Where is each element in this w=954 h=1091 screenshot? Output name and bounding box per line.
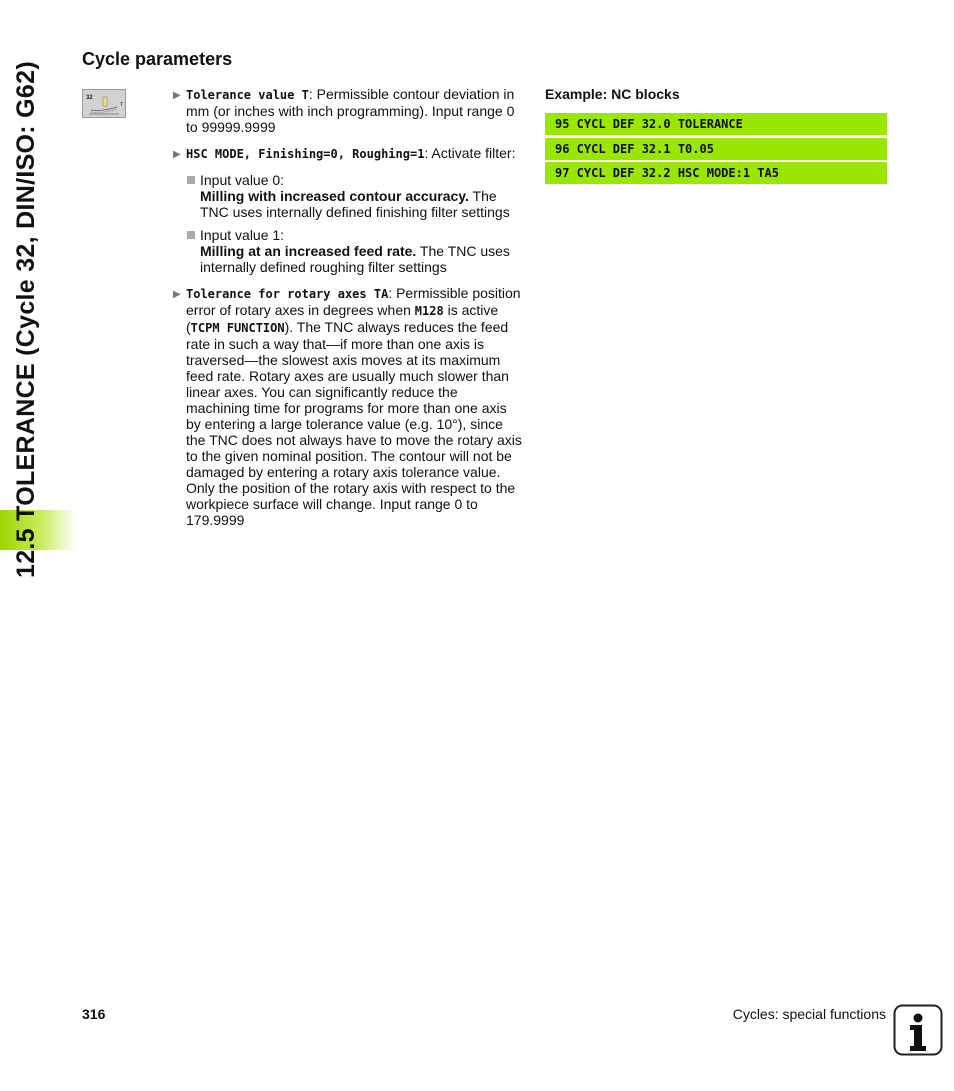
param-rotary-tolerance [173, 285, 525, 528]
info-icon [893, 1004, 943, 1056]
param-tolerance-value [173, 86, 525, 135]
param-description: : Permissible contour deviation in mm (or inches with inch programming). Input range 0 to 99999.9999 [186, 86, 515, 135]
triangle-bullet-icon: ▶ [173, 90, 181, 101]
option-description: The TNC uses internally defined finishing filter settings [200, 188, 510, 220]
square-bullet-icon [187, 231, 195, 239]
option-heading: Milling with increased contour accuracy. [200, 188, 469, 204]
param-description-c: ). The TNC always reduces the feed rate in such a way that—if more than one axis is traversed—the slowest axis moves at its maximum feed rate. Rotary axes are usually much slower than linear axes. You can significantly reduce the machining time for programs for more than one axis by entering a large tolerance value (e.g. 10°), since the TNC does not always have to move the rotary axis to the given nominal position. The contour will not be damaged by entering a rotary axis tolerance value. Only the position of the rotary axis with respect to the workpiece surface will change. Input range 0 to 179.9999 [186, 319, 522, 528]
option-heading: Milling at an increased feed rate. [200, 243, 417, 259]
option-title: Input value 1: [200, 227, 285, 243]
nc-block-3: 97 CYCL DEF 32.2 HSC MODE:1 TA5 [545, 162, 887, 184]
option-title: Input value 0: [200, 172, 285, 188]
cycle-32-softkey-icon [82, 89, 126, 118]
triangle-bullet-icon: ▶ [173, 149, 181, 160]
param-description-a: : Permissible position error of rotary axes in degrees when [186, 285, 521, 318]
page-number: 316 [82, 1006, 106, 1022]
cycle-icon-letter: T [120, 102, 124, 108]
cycle-icon-number: 32 [86, 95, 93, 101]
param-description-b: is active ( [186, 302, 499, 335]
code-m128: M128 [414, 304, 444, 318]
square-bullet-icon [187, 176, 195, 184]
section-title: Cycle parameters [82, 49, 233, 69]
option-description: The TNC uses internally defined roughing filter settings [200, 243, 510, 275]
triangle-bullet-icon: ▶ [173, 289, 181, 300]
footer-chapter-name: Cycles: special functions [732, 1006, 886, 1022]
hsc-option-0 [173, 172, 525, 220]
param-description: : Activate filter: [424, 145, 516, 161]
param-hsc-mode [173, 145, 525, 162]
nc-block-1: 95 CYCL DEF 32.0 TOLERANCE [545, 113, 887, 135]
param-label: Tolerance value T [186, 88, 309, 102]
hsc-option-1 [173, 227, 525, 275]
param-label: HSC MODE, Finishing=0, Roughing=1 [186, 147, 425, 161]
code-tcpm-function: TCPM FUNCTION [190, 321, 285, 335]
nc-block-2: 96 CYCL DEF 32.1 T0.05 [545, 138, 887, 160]
chapter-title: 12.5 TOLERANCE (Cycle 32, DIN/ISO: G62) [12, 61, 40, 578]
example-title: Example: NC blocks [545, 86, 680, 102]
param-label: Tolerance for rotary axes TA [186, 287, 389, 301]
parameter-list [173, 86, 525, 538]
